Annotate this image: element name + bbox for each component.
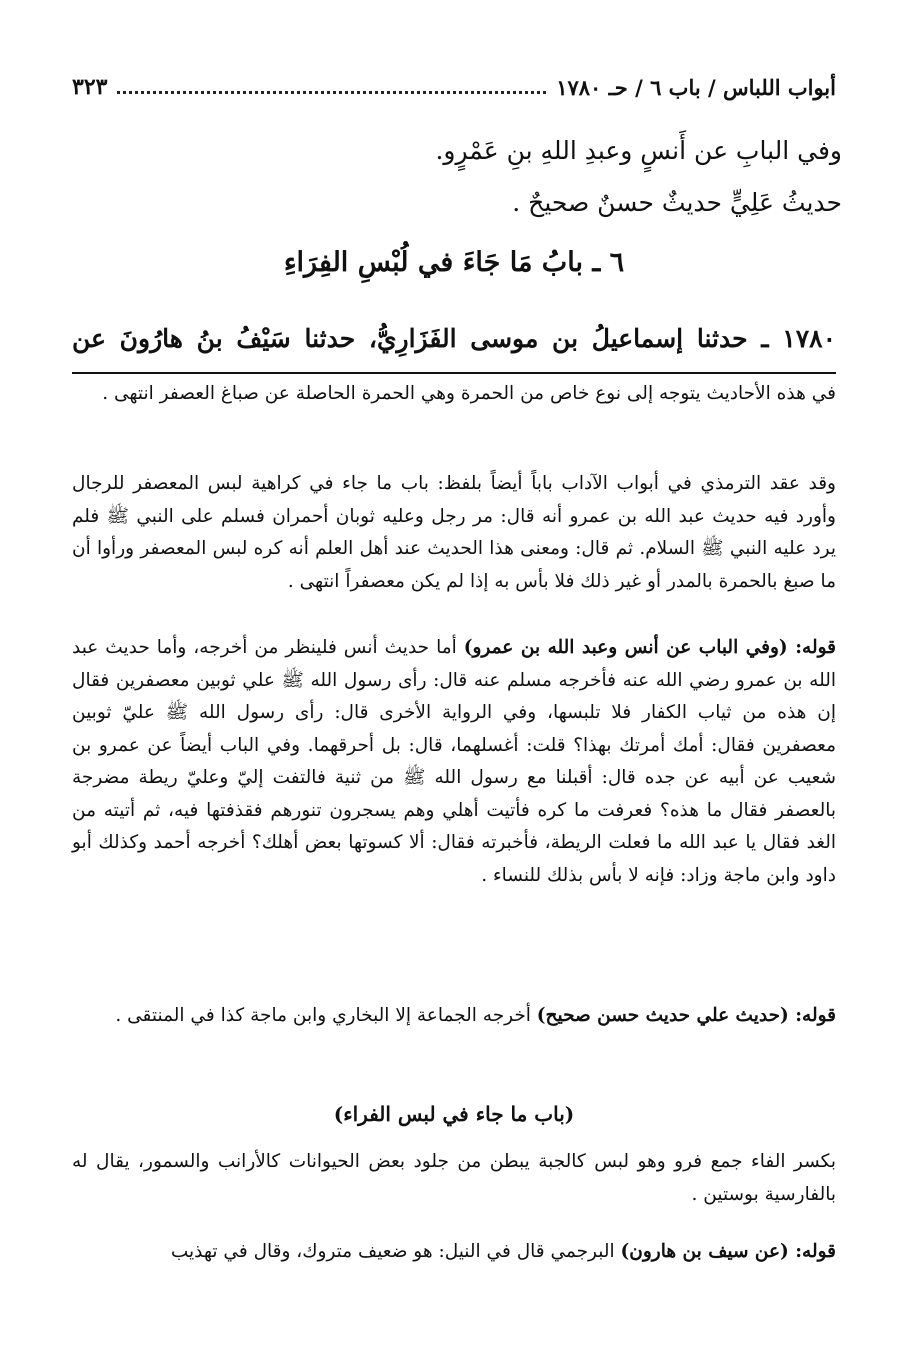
dotted-leader — [117, 89, 546, 94]
page-number: ٣٢٣ — [72, 74, 108, 100]
separator-rule — [72, 372, 836, 374]
running-title: أبواب اللباس / باب ٦ / حـ ١٧٨٠ — [556, 74, 836, 100]
quote-explanation: أما حديث أنس فلينظر من أخرجه، وأما حديث عبد الله بن عمرو رضي الله عنه فأخرجه مسلم عنه قال: رأى رسول الله ﷺ علي ثوبين معصفرين فقال إن هذه من ثياب الكفار فلا تلبسها، وفي الرواية الأخرى قال: رأى رسول الله ﷺ عليّ ثوبين معصفرين فقال: أمك أمرتك بهذا؟ قلت: أغسلهما، قال: بل أحرقهما. وفي الباب أيضاً عن عمرو بن شعيب عن أبيه عن جده قال: أقبلنا مع رسول الله ﷺ من ثنية فالتفت إليّ وعليّ ريطة مضرجة بالعصفر فقال ما هذه؟ فعرفت ما كره فأتيت أهلي وهم يسجرون تنورهم فقذفتها فيه، ثم أتيته من الغد فقال يا عبد الله ما فعلت الريطة، فأخبرته فقال: ألا كسوتها بعض أهلك؟ أخرجه أحمد وكذلك أبو داود وابن ماجة وزاد: فإنه لا بأس بذلك للنساء . — [72, 637, 836, 886]
commentary-paragraph-6 — [72, 1236, 836, 1269]
hadith-isnad-line: ١٧٨٠ ـ حدثنا إسماعيلُ بن موسى الفَزَارِيُّ، حدثنا سَيْفُ بنُ هارُونَ عن — [72, 324, 836, 353]
commentary-paragraph-2 — [72, 468, 836, 598]
quote-explanation: البرجمي قال في النيل: هو ضعيف متروك، وقال في تهذيب — [170, 1241, 621, 1262]
commentary-text: في هذه الأحاديث يتوجه إلى نوع خاص من الحمرة وهي الحمرة الحاصلة عن صباغ العصفر انتهى . — [102, 383, 836, 404]
commentary-text: وقد عقد الترمذي في أبواب الآداب باباً أيضاً بلفظ: باب ما جاء في كراهية لبس المعصفر للرجال وأورد فيه حديث عبد الله بن عمرو أنه قال: مر رجل وعليه ثوبان أحمران فسلم على النبي ﷺ فلم يرد عليه النبي ﷺ السلام. ثم قال: ومعنى هذا الحديث عند أهل العلم أنه كره لبس المعصفر ورأوا أن ما صبغ بالحمرة بالمدر أو غير ذلك فلا بأس به إذا لم يكن معصفراً انتهى . — [72, 473, 836, 592]
matn-line-2: حديثُ عَلِيٍّ حديثٌ حسنٌ صحيحٌ . — [512, 188, 842, 217]
commentary-text — [72, 1000, 836, 1033]
commentary-paragraph-4 — [72, 1000, 836, 1033]
chapter-heading: ٦ ـ بابُ مَا جَاءَ في لُبْسِ الفِرَاءِ — [283, 247, 625, 278]
matn-line-1: وفي البابِ عن أَنسٍ وعبدِ اللهِ بنِ عَمْرٍو. — [435, 136, 842, 165]
quote-label: قوله: (حديث علي حديث حسن صحيح) — [536, 1005, 836, 1026]
commentary-paragraph-3 — [72, 632, 836, 892]
running-header — [72, 70, 836, 104]
commentary-paragraph-5 — [72, 1146, 836, 1211]
commentary-text: بكسر الفاء جمع فرو وهو لبس كالجبة يبطن من جلود بعض الحيوانات كالأرانب والسمور، يقال له بالفارسية بوستين . — [72, 1151, 836, 1205]
commentary-text — [72, 1236, 836, 1269]
quote-label: قوله: (عن سيف بن هارون) — [620, 1241, 836, 1262]
commentary-text — [72, 632, 836, 892]
quote-label: قوله: (وفي الباب عن أنس وعبد الله بن عمرو) — [463, 637, 836, 658]
quote-explanation: أخرجه الجماعة إلا البخاري وابن ماجة كذا في المنتقى . — [115, 1005, 537, 1026]
commentary-paragraph-1 — [72, 378, 836, 411]
section-subheading: (باب ما جاء في لبس الفراء) — [333, 1102, 575, 1126]
